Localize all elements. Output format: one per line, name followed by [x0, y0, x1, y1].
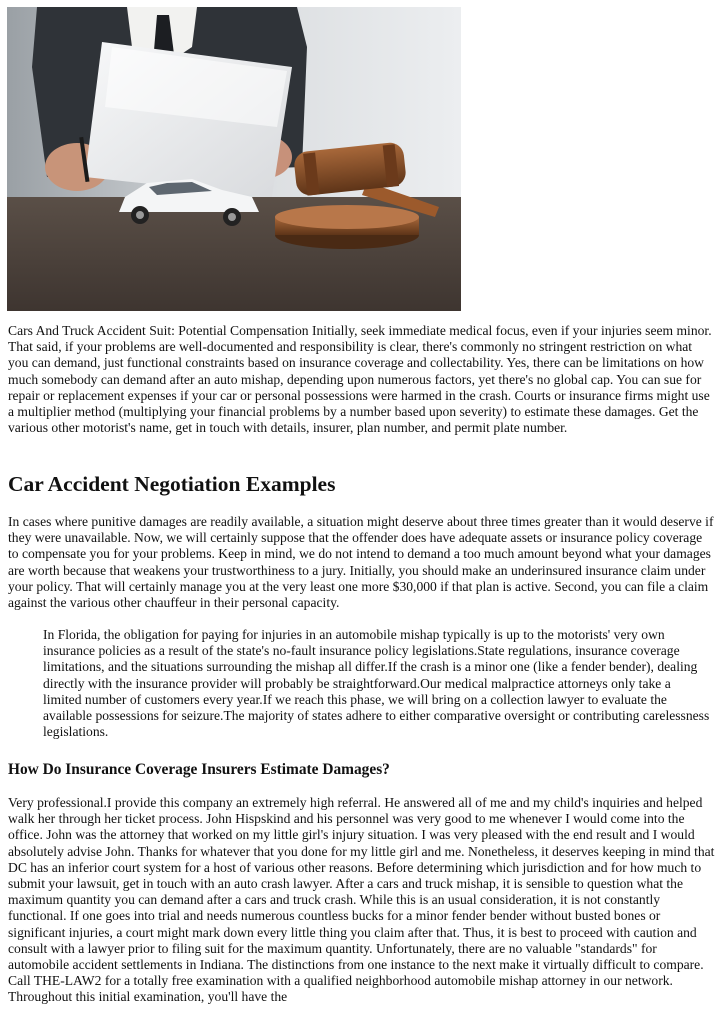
section-heading-insurers-estimate: How Do Insurance Coverage Insurers Estimate Damages? [8, 761, 390, 778]
lawyer-gavel-car-illustration [7, 7, 461, 311]
florida-blockquote: In Florida, the obligation for paying for injuries in an automobile mishap typically is up to the motorists' very own insurance policies as a result of the state's no-fault insurance policy legislations.State regulations, insurance coverage limitations, and the situations surrounding the mishap all differ.If the crash is a minor one (like a fender bender), dealing directly with the insurance provider will probably be straightforward.Our medical malpractice attorneys only take a limited number of customers every year.If we reach this phase, we will bring on a collection lawyer to evaluate the available possessions for seizure.The majority of states adhere to either comparative oversight or contributing carelessness legislations. [43, 627, 710, 740]
hero-image [7, 7, 461, 311]
insurers-paragraph: Very professional.I provide this company an extremely high referral. He answered all of me and my child's inquiries and helped walk her through her ticket process. John Hispskind and his personnel was very good to me whenever I would come into the office. John was the attorney that worked on my little girl's injury situation. I was very pleased with the end result and I would absolutely advise John. Thanks for whatever that you done for my little girl and me. Nonetheless, it deserves keeping in mind that DC has an inferior court system for a host of various other reasons. Before determining which jurisdiction and for how much to submit your lawsuit, get in touch with an auto crash lawyer. After a cars and truck mishap, it is sensible to question what the maximum quantity you can demand after a cars and truck crash. While this is an usual consideration, it is not constantly functional. If one goes into trial and needs numerous countless bucks for a minor fender bender without busted bones or significant injuries, a court might mark down every little thing you claim after that. Thus, it is best to proceed with caution and consult with a lawyer prior to filing suit for the maximum quantity. Unfortunately, there are no valuable "standards" for automobile accident settlements in Indiana. The distinctions from one instance to the next make it virtually difficult to compare. Call THE-LAW2 for a totally free examination with a qualified neighborhood automobile mishap attorney in our network. Throughout this initial examination, you'll have the [8, 795, 715, 1005]
intro-paragraph: Cars And Truck Accident Suit: Potential Compensation Initially, seek immediate medical focus, even if your injuries seem minor. That said, if your problems are well-documented and responsibility is clear, there's commonly no stringent restriction on what you can demand, just functional constraints based on insurance coverage and collectability. Yes, there can be limitations on how much somebody can demand after an auto mishap, depending upon numerous factors, yet there's no global cap. You can sue for repair or replacement expenses if your car or personal possessions were harmed in the crash. Courts or insurance firms might use a multiplier method (multiplying your financial problems by a number based upon severity) to estimate these damages. Get the various other motorist's name, get in touch with details, insurer, plan number, and permit plate number. [8, 323, 712, 436]
section-heading-negotiation-examples: Car Accident Negotiation Examples [8, 472, 336, 496]
negotiation-paragraph: In cases where punitive damages are readily available, a situation might deserve about three times greater than it would deserve if they were unavailable. Now, we will certainly suppose that the offender does have adequate assets or insurance policy coverage to compensate you for your problems. Keep in mind, we do not intend to demand a too much amount beyond what your damages are worth because that weakens your trustworthiness to a jury. Initially, you should make an underinsured insurance claim under your policy. That will certainly manage you at the very least one more $30,000 if that plan is active. Second, you can file a claim against the various other chauffeur in their personal capacity. [8, 514, 714, 611]
